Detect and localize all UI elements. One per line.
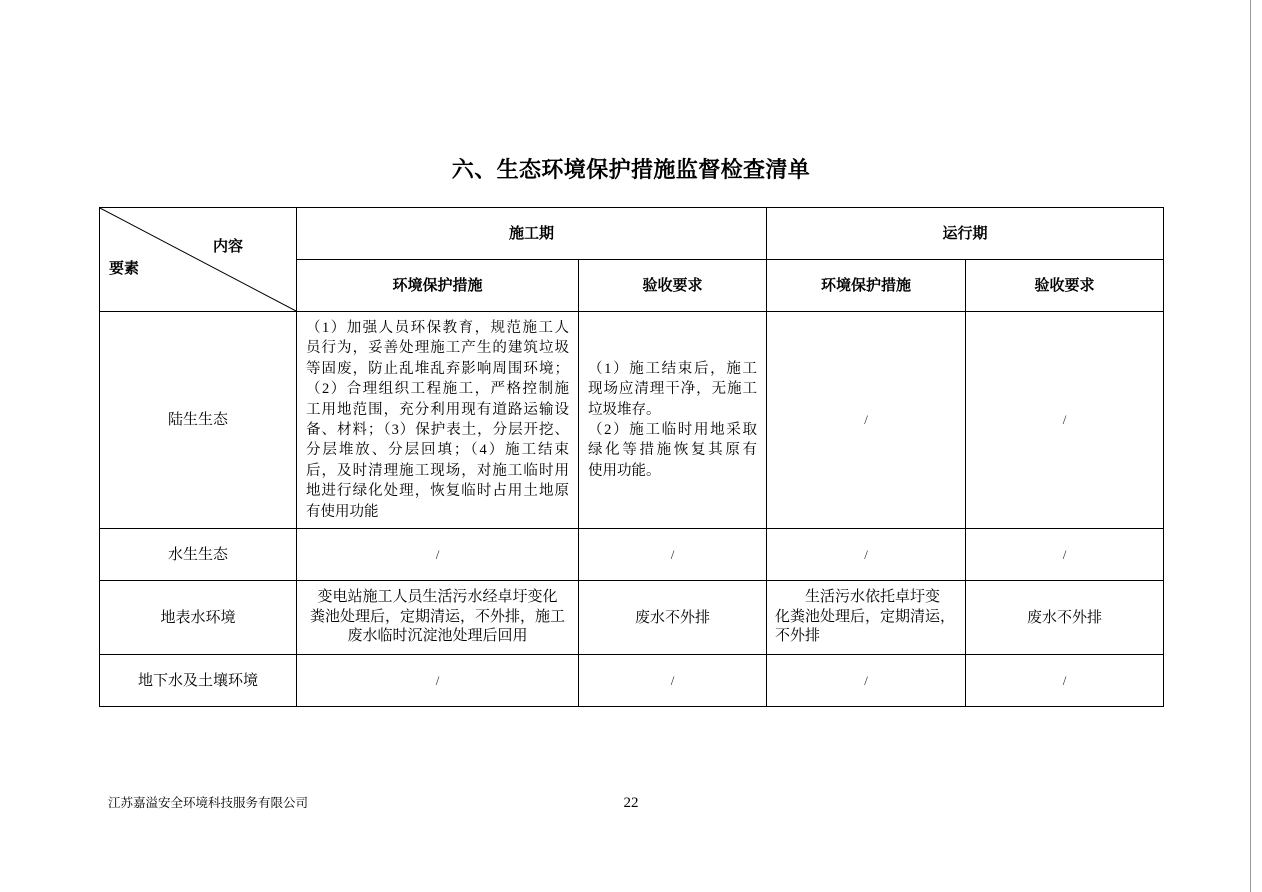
cell-construction-acceptance [579, 312, 767, 529]
cell-line: 粪池处理后，定期清运，不外排，施工 [309, 608, 565, 625]
cell-line: 使用功能。 [588, 462, 661, 479]
cell-construction-acceptance [579, 655, 767, 707]
cell-line: 废水临时沉淀池处理后回用 [347, 628, 528, 645]
cell-construction-measures [297, 655, 579, 707]
cell-construction-acceptance: 废水不外排 [579, 581, 767, 655]
cell-line: 备、材料；（3）保护表土，分层开挖、 [306, 422, 569, 438]
cell-operation-measures [767, 655, 966, 707]
table-row [100, 312, 1164, 529]
cell-line: 化粪池处理后，定期清运， [775, 608, 956, 625]
cell-line: 工用地范围，充分利用现有道路运输设 [306, 401, 569, 418]
cell-line: 有使用功能 [306, 503, 379, 520]
period-header-construction: 施工期 [297, 208, 767, 260]
cell-line: 变电站施工人员生活污水经卓圩变化 [317, 589, 558, 606]
cell-line: 后，及时清理施工现场，对施工临时用 [306, 462, 569, 479]
corner-bottom-label: 要素 [109, 261, 140, 277]
page-number: 22 [623, 795, 639, 811]
cell-operation-acceptance [966, 312, 1164, 529]
cell-line: 等固废，防止乱堆乱弃影响周围环境； [306, 360, 569, 377]
empty-mark: / [670, 546, 675, 562]
empty-mark: / [1062, 546, 1067, 562]
empty-mark: / [864, 412, 868, 427]
cell-line: 分层堆放、分层回填；（4）施工结束 [306, 442, 569, 459]
cell-line: （2）施工临时用地采取 [588, 422, 758, 438]
cell-line: 现场应清理干净，无施工 [588, 381, 758, 398]
page-edge-line [1250, 0, 1251, 892]
empty-mark: / [864, 546, 868, 562]
cell-line: （1）加强人员环保教育，规范施工人 [306, 319, 569, 336]
row-label: 地表水环境 [100, 581, 297, 655]
empty-mark: / [435, 546, 440, 562]
cell-line: （2）合理组织工程施工，严格控制施 [306, 381, 569, 398]
cell-operation-acceptance: 废水不外排 [966, 581, 1164, 655]
cell-construction-measures [297, 581, 579, 655]
inspection-table [99, 207, 1164, 707]
empty-mark: / [1062, 672, 1067, 688]
header-row-periods [100, 208, 1164, 260]
empty-mark: / [864, 672, 868, 688]
empty-mark: / [435, 672, 440, 688]
subheader-construction-measures: 环境保护措施 [297, 260, 579, 312]
corner-header-cell [100, 208, 297, 312]
row-label: 水生生态 [100, 529, 297, 581]
cell-operation-measures [767, 529, 966, 581]
cell-line: （1）施工结束后，施工 [588, 360, 758, 377]
cell-line: 生活污水依托卓圩变 [805, 589, 941, 606]
cell-operation-measures [767, 312, 966, 529]
subheader-operation-acceptance: 验收要求 [966, 260, 1164, 312]
cell-operation-measures [767, 581, 966, 655]
subheader-operation-measures: 环境保护措施 [767, 260, 966, 312]
cell-line: 不外排 [775, 628, 821, 645]
subheader-construction-acceptance: 验收要求 [579, 260, 767, 312]
cell-construction-acceptance [579, 529, 767, 581]
table-row [100, 655, 1164, 707]
cell-operation-acceptance [966, 655, 1164, 707]
cell-line: 垃圾堆存。 [588, 401, 661, 418]
cell-line: 员行为，妥善处理施工产生的建筑垃圾 [306, 340, 569, 357]
page-title: 六、生态环境保护措施监督检查清单 [451, 157, 811, 182]
row-label: 地下水及土壤环境 [100, 655, 297, 707]
cell-construction-measures [297, 529, 579, 581]
empty-mark: / [670, 672, 675, 688]
footer-company: 江苏嘉溢安全环境科技服务有限公司 [108, 796, 309, 810]
empty-mark: / [1062, 412, 1067, 427]
corner-top-label: 内容 [213, 239, 244, 255]
cell-line: 绿化等措施恢复其原有 [588, 442, 758, 459]
cell-line: 地进行绿化处理，恢复临时占用土地原 [306, 483, 569, 500]
row-label: 陆生生态 [100, 312, 297, 529]
cell-construction-measures [297, 312, 579, 529]
cell-operation-acceptance [966, 529, 1164, 581]
table-row [100, 529, 1164, 581]
period-header-operation: 运行期 [767, 208, 1164, 260]
table-row [100, 581, 1164, 655]
